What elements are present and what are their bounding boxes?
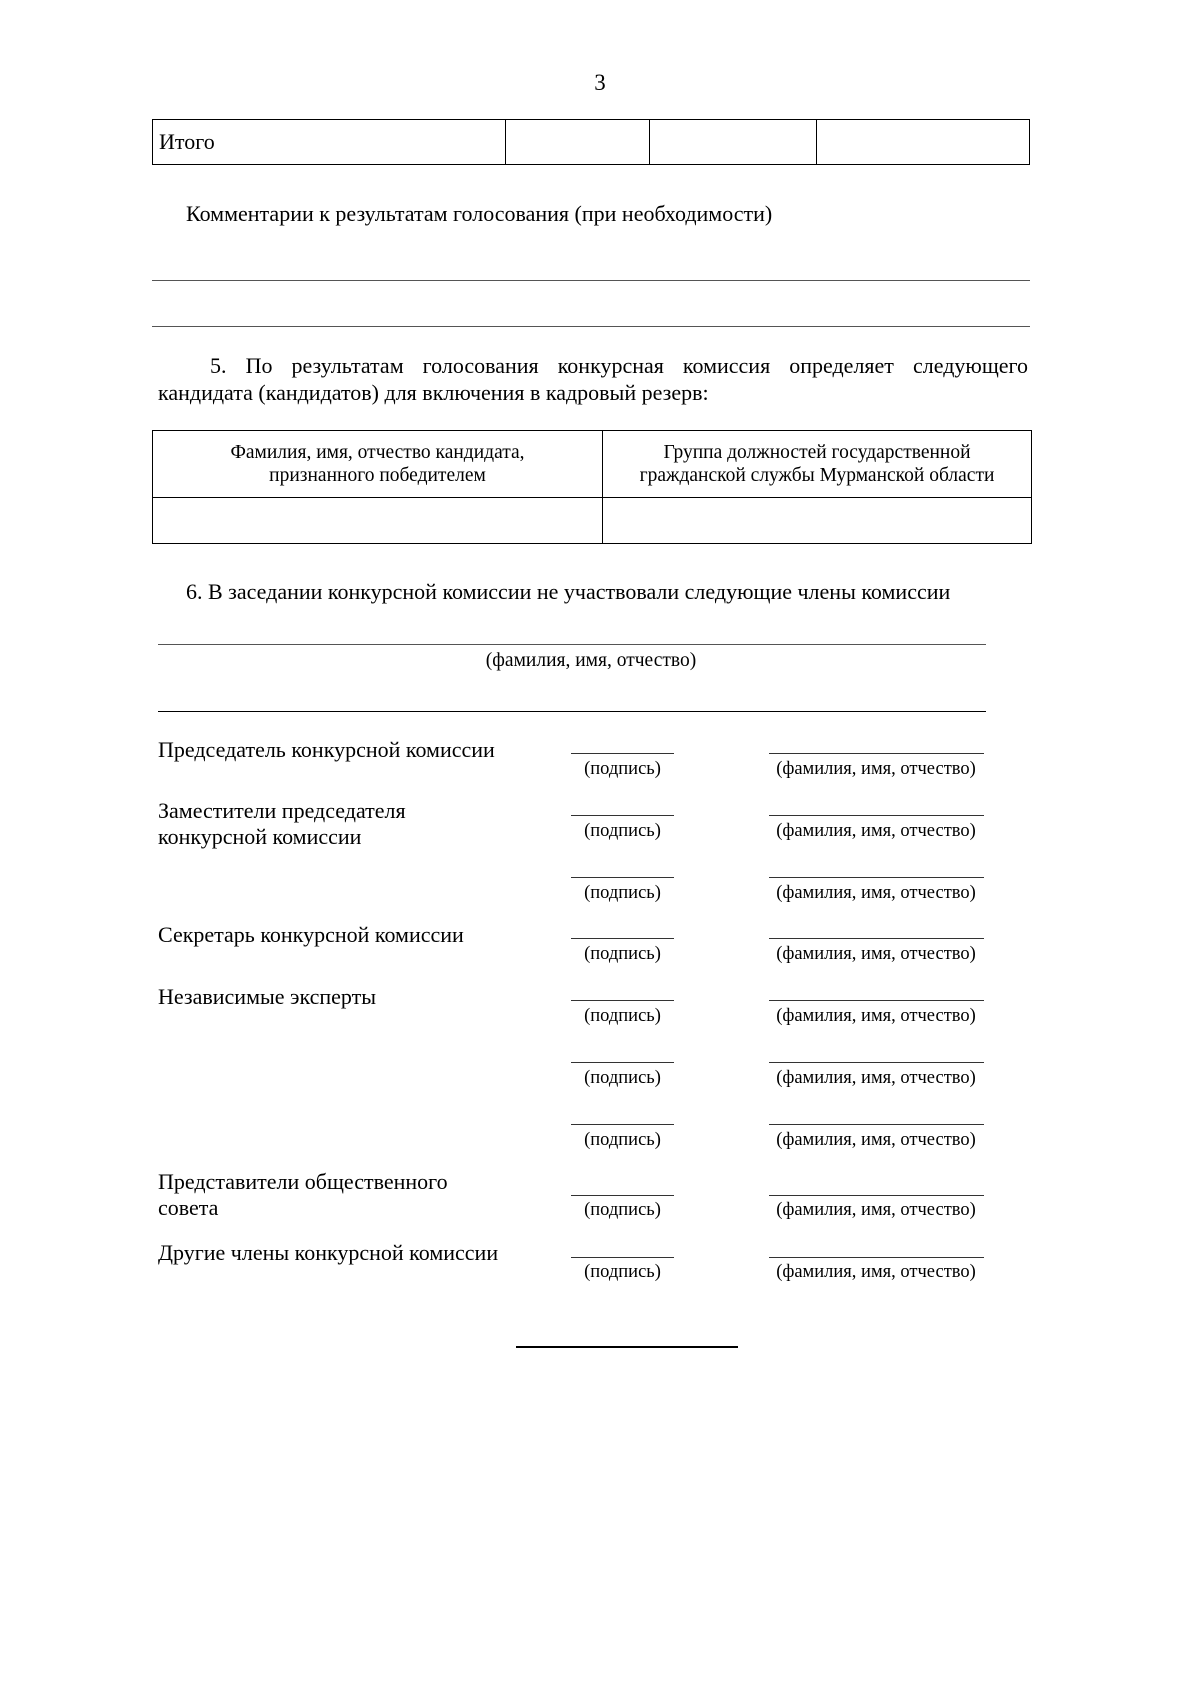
signature-line — [571, 1124, 674, 1125]
totals-label: Итого — [153, 120, 506, 165]
name-line — [769, 815, 984, 816]
absent-members-line-2 — [158, 711, 986, 712]
signature-line — [571, 938, 674, 939]
name-caption: (фамилия, имя, отчество) — [776, 1006, 976, 1026]
totals-table — [152, 119, 1030, 165]
signature-line — [571, 815, 674, 816]
signature-caption: (подпись) — [584, 944, 661, 964]
name-caption: (фамилия, имя, отчество) — [776, 883, 976, 903]
name-caption: (фамилия, имя, отчество) — [776, 821, 976, 841]
signature-line — [571, 1000, 674, 1001]
name-caption: (фамилия, имя, отчество) — [776, 1068, 976, 1088]
name-caption: (фамилия, имя, отчество) — [776, 944, 976, 964]
name-line — [769, 1257, 984, 1258]
role-other-members: Другие члены конкурсной комиссии — [158, 1240, 499, 1265]
signature-caption: (подпись) — [584, 1130, 661, 1150]
signature-caption: (подпись) — [584, 1200, 661, 1220]
signature-line — [571, 877, 674, 878]
section-5-paragraph — [158, 352, 1028, 406]
signature-caption: (подпись) — [584, 1006, 661, 1026]
totals-cell-1 — [506, 120, 650, 165]
signature-caption: (подпись) — [584, 821, 661, 841]
signature-line — [571, 753, 674, 754]
section-5-text: По результатам голосования конкурсная комиссия определяет следующего кандидата (кандидатов) для включения в кадровый резерв: — [158, 353, 1029, 405]
name-caption: (фамилия, имя, отчество) — [776, 1262, 976, 1282]
page-number: 3 — [594, 70, 606, 95]
role-chairman: Председатель конкурсной комиссии — [158, 737, 495, 762]
signature-caption: (подпись) — [584, 1068, 661, 1088]
document-end-line — [516, 1346, 738, 1348]
signature-line — [571, 1062, 674, 1063]
comments-label: Комментарии к результатам голосования (при необходимости) — [186, 201, 773, 226]
winner-name-header: Фамилия, имя, отчество кандидата, признанного победителем — [153, 431, 603, 498]
absent-members-caption: (фамилия, имя, отчество) — [485, 650, 697, 671]
name-line — [769, 1195, 984, 1196]
winners-table — [152, 430, 1032, 544]
position-group-header: Группа должностей государственной гражданской службы Мурманской области — [603, 431, 1032, 498]
name-line — [769, 753, 984, 754]
role-deputies: Заместители председателя конкурсной комиссии — [158, 798, 406, 849]
signature-caption: (подпись) — [584, 883, 661, 903]
section-6-text: 6. В заседании конкурсной комиссии не участвовали следующие члены комиссии — [186, 579, 951, 604]
winner-name-cell — [153, 498, 603, 544]
role-secretary: Секретарь конкурсной комиссии — [158, 922, 464, 947]
comment-line-2 — [152, 326, 1030, 327]
name-caption: (фамилия, имя, отчество) — [776, 1200, 976, 1220]
position-group-cell — [603, 498, 1032, 544]
signature-caption: (подпись) — [584, 1262, 661, 1282]
role-public-council: Представители общественного совета — [158, 1169, 448, 1220]
absent-members-line — [158, 644, 986, 645]
name-line — [769, 938, 984, 939]
name-line — [769, 1000, 984, 1001]
totals-cell-3 — [817, 120, 1030, 165]
section-5-number: 5. — [210, 353, 227, 378]
totals-cell-2 — [650, 120, 817, 165]
comment-line-1 — [152, 280, 1030, 281]
name-caption: (фамилия, имя, отчество) — [776, 1130, 976, 1150]
name-line — [769, 877, 984, 878]
name-line — [769, 1124, 984, 1125]
signature-line — [571, 1195, 674, 1196]
signature-caption: (подпись) — [584, 759, 661, 779]
role-experts: Независимые эксперты — [158, 984, 377, 1009]
name-caption: (фамилия, имя, отчество) — [776, 759, 976, 779]
signature-line — [571, 1257, 674, 1258]
name-line — [769, 1062, 984, 1063]
